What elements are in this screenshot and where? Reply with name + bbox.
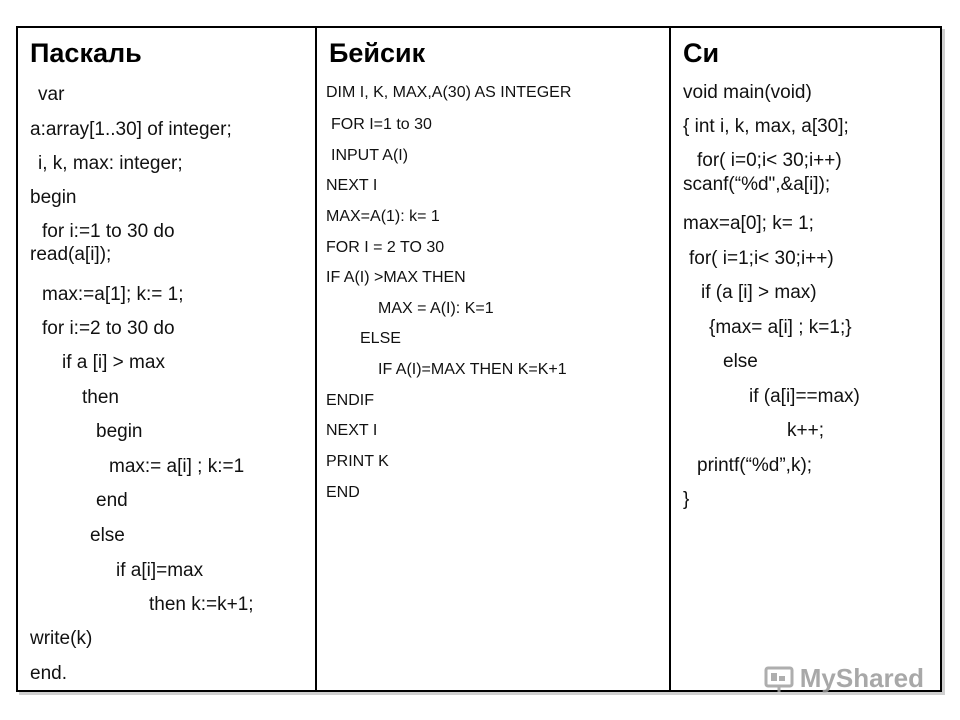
code-line: INPUT A(I) bbox=[331, 147, 409, 164]
code-line: for i:=1 to 30 do bbox=[42, 221, 175, 242]
code-line: if (a[i]==max) bbox=[749, 386, 860, 407]
code-line: write(k) bbox=[30, 628, 93, 649]
code-line: max:= a[i] ; k:=1 bbox=[109, 456, 245, 477]
code-line: then k:=k+1; bbox=[149, 594, 254, 615]
code-line: {max= a[i] ; k=1;} bbox=[709, 317, 852, 338]
code-line: void main(void) bbox=[683, 82, 812, 103]
code-line: read(a[i]); bbox=[30, 244, 112, 265]
code-line: { int i, k, max, a[30]; bbox=[683, 116, 849, 137]
code-line: scanf(“%d",&a[i]); bbox=[683, 174, 831, 195]
code-line: var bbox=[38, 84, 65, 105]
basic-column bbox=[317, 28, 671, 690]
code-line: DIM I, K, MAX,A(30) AS INTEGER bbox=[326, 84, 572, 101]
code-line: end. bbox=[30, 663, 67, 684]
code-line: } bbox=[683, 489, 690, 510]
code-line: for( i=0;i< 30;i++) bbox=[697, 150, 842, 171]
c-header: Си bbox=[683, 38, 720, 68]
code-line: printf(“%d”,k); bbox=[697, 455, 813, 476]
basic-header: Бейсик bbox=[329, 38, 426, 68]
code-line: FOR I = 2 TO 30 bbox=[326, 239, 445, 256]
code-line: PRINT K bbox=[326, 453, 389, 470]
code-line: ELSE bbox=[360, 330, 401, 347]
code-line: FOR I=1 to 30 bbox=[331, 116, 432, 133]
code-line: MAX=A(1): k= 1 bbox=[326, 208, 440, 225]
code-line: IF A(I)=MAX THEN K=K+1 bbox=[378, 361, 567, 378]
code-line: if a [i] > max bbox=[62, 352, 165, 373]
code-line: begin bbox=[30, 187, 77, 208]
pascal-column bbox=[18, 28, 317, 690]
c-column bbox=[671, 28, 940, 690]
pascal-header: Паскаль bbox=[30, 38, 142, 68]
code-line: else bbox=[723, 351, 758, 372]
code-line: IF A(I) >MAX THEN bbox=[326, 269, 466, 286]
presentation-icon bbox=[764, 664, 794, 694]
code-line: end bbox=[96, 490, 128, 511]
code-line: a:array[1..30] of integer; bbox=[30, 119, 232, 140]
code-line: else bbox=[90, 525, 125, 546]
code-line: if (a [i] > max) bbox=[701, 282, 817, 303]
code-line: for i:=2 to 30 do bbox=[42, 318, 175, 339]
code-line: max:=a[1]; k:= 1; bbox=[42, 284, 184, 305]
watermark-text: MyShared bbox=[799, 663, 924, 693]
code-line: i, k, max: integer; bbox=[38, 153, 183, 174]
code-line: if a[i]=max bbox=[116, 560, 204, 581]
code-line: begin bbox=[96, 421, 143, 442]
code-line: END bbox=[326, 484, 360, 501]
code-line: NEXT I bbox=[326, 422, 378, 439]
code-line: MAX = A(I): K=1 bbox=[378, 300, 494, 317]
watermark bbox=[764, 663, 924, 694]
code-comparison-table bbox=[16, 26, 942, 692]
code-line: NEXT I bbox=[326, 177, 378, 194]
code-line: k++; bbox=[787, 420, 824, 441]
code-line: ENDIF bbox=[326, 392, 374, 409]
code-line: for( i=1;i< 30;i++) bbox=[689, 248, 834, 269]
code-line: then bbox=[82, 387, 119, 408]
code-line: max=a[0]; k= 1; bbox=[683, 213, 814, 234]
